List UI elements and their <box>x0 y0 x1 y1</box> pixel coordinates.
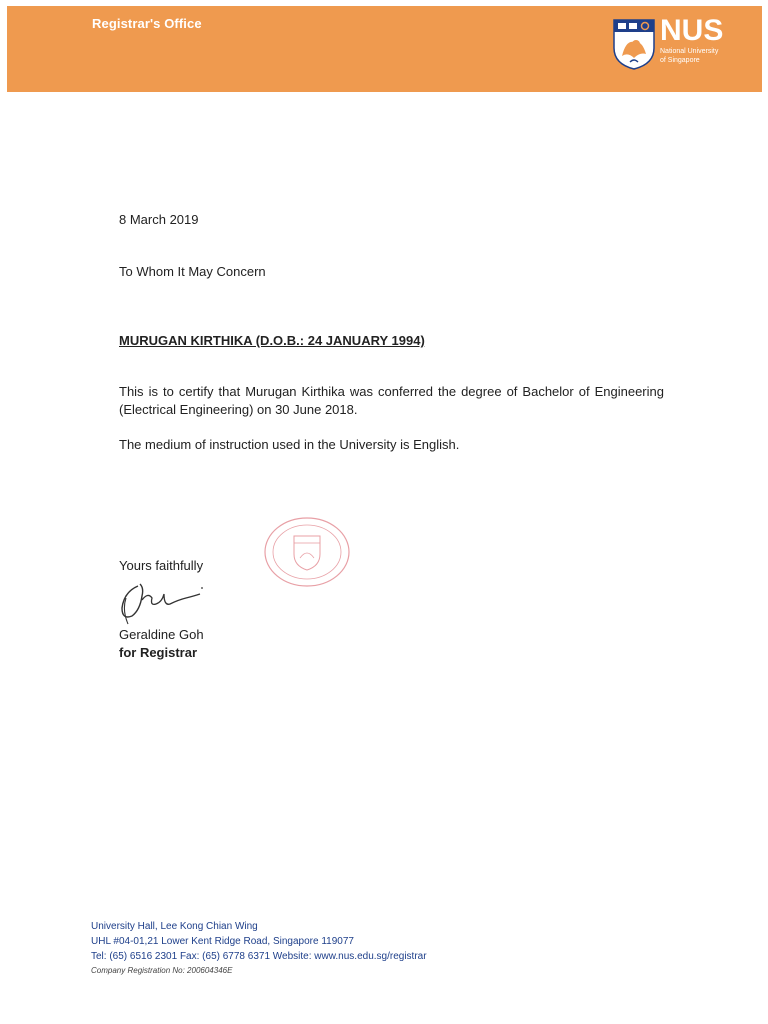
footer-line-3: Tel: (65) 6516 2301 Fax: (65) 6778 6371 Website: www.nus.edu.sg/registrar <box>91 951 427 962</box>
logo-subtitle-line-1: National University <box>660 48 719 55</box>
handwritten-signature <box>112 576 212 628</box>
office-label: Registrar's Office <box>92 16 202 31</box>
nus-crest-icon <box>612 18 656 70</box>
university-seal-icon <box>262 516 352 588</box>
medium-of-instruction-paragraph: The medium of instruction used in the University is English. <box>119 437 460 452</box>
nus-logo <box>612 16 752 76</box>
logo-subtitle-line-2: of Singapore <box>660 57 700 64</box>
logo-name: NUS <box>660 14 724 47</box>
company-registration: Company Registration No: 200604346E <box>91 966 233 975</box>
footer-line-1: University Hall, Lee Kong Chian Wing <box>91 921 258 932</box>
letter-date: 8 March 2019 <box>119 212 199 227</box>
footer-address <box>91 919 427 977</box>
subject-line: MURUGAN KIRTHIKA (D.O.B.: 24 JANUARY 1994) <box>119 333 425 348</box>
signer-role: for Registrar <box>119 645 198 660</box>
logo-subtitle <box>660 47 740 65</box>
closing: Yours faithfully <box>119 558 204 573</box>
certification-paragraph: This is to certify that Murugan Kirthika was conferred the degree of Bachelor of Engineering (Electrical Engineering) on 30 June 2018. <box>119 384 664 417</box>
salutation: To Whom It May Concern <box>119 264 266 279</box>
signer-name: Geraldine Goh <box>119 627 204 642</box>
footer-line-2: UHL #04-01,21 Lower Kent Ridge Road, Singapore 119077 <box>91 936 354 947</box>
